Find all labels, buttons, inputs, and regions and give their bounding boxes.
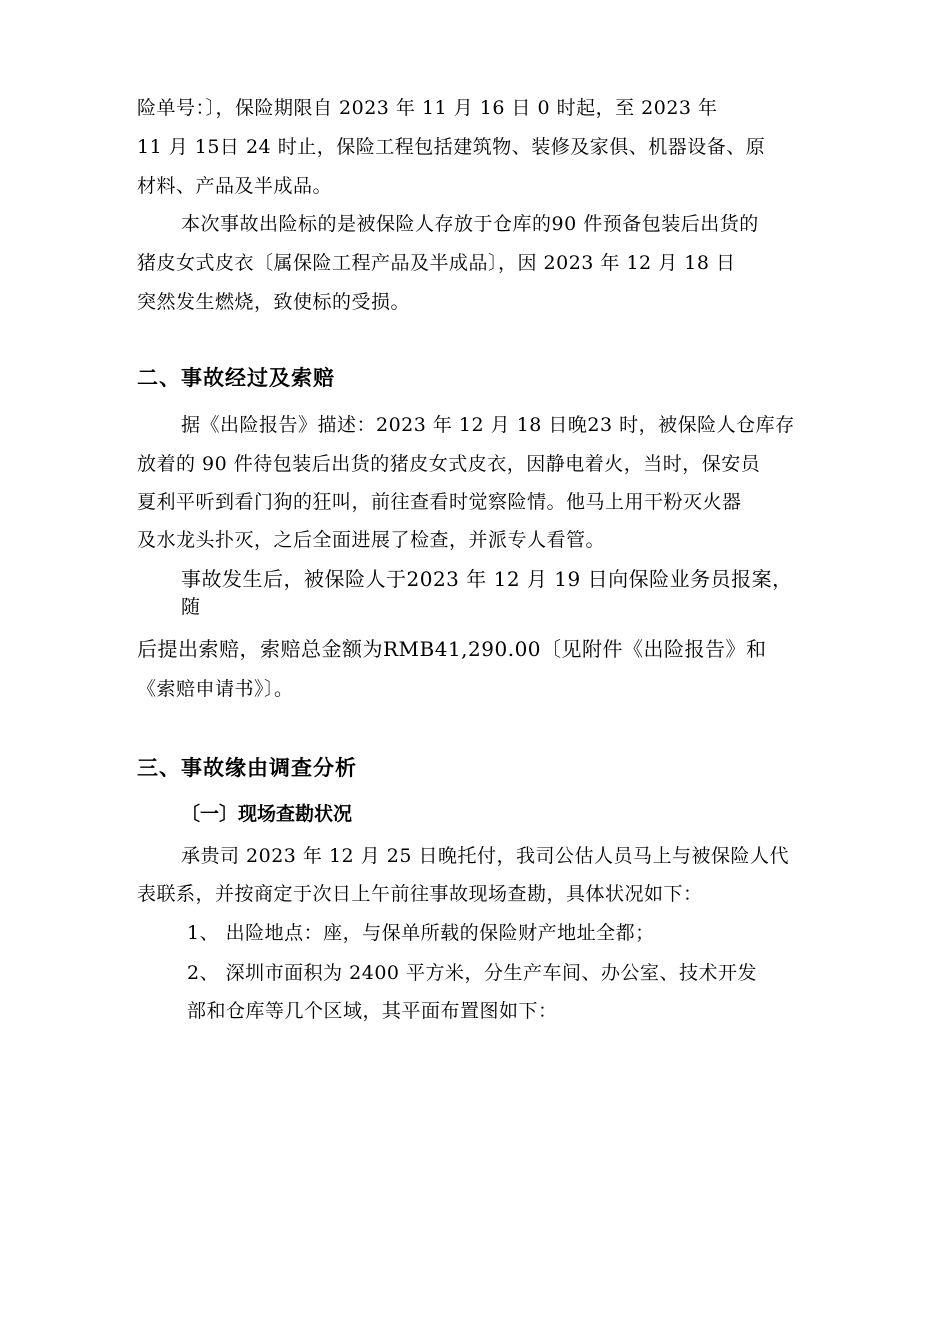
intro-line-4: 本次事故出险标的是被保险人存放于仓库的90 件预备包装后出货的 [181, 213, 759, 235]
section2-line-1: 据《出险报告》描述：2023 年 12 月 18 日晚23 时，被保险人仓库存 [181, 414, 795, 436]
section3-list-item-1: 1、 出险地点：座，与保单所载的保险财产地址全都； [187, 922, 655, 944]
section3-heading: 三、事故缘由调查分析 [137, 756, 357, 780]
intro-line-6: 突然发生燃烧，致使标的受损。 [137, 291, 411, 313]
section2-line-3: 夏利平听到看门狗的狂叫，前往查看时觉察险情。他马上用干粉灭火器 [137, 491, 742, 513]
section2-line-5: 事故发生后，被保险人于2023 年 12 月 19 日向保险业务员报案， [181, 567, 793, 591]
section3-list-item-2: 2、 深圳市面积为 2400 平方米，分生产车间、办公室、技术开发 [187, 962, 758, 984]
section3-line-1: 承贵司 2023 年 12 月 25 日晚托付，我司公估人员马上与被保险人代 [181, 845, 789, 867]
section2-line-2: 放着的 90 件待包装后出货的猪皮女式皮衣，因静电着火，当时，保安员 [137, 453, 761, 475]
intro-line-3: 材料、产品及半成品。 [137, 175, 333, 197]
section2-line-7: 后提出索赔，索赔总金额为RMB41,290.00〔见附件《出险报告》和 [137, 637, 767, 661]
section3-subheading: 〔一〕现场查勘状况 [181, 803, 353, 825]
intro-line-2: 11 月 15日 24 时止，保险工程包括建筑物、装修及家俱、机器设备、原 [137, 136, 766, 158]
section2-line-6: 随 [181, 596, 201, 618]
section2-line-4: 及水龙头扑灭，之后全面进展了检查，并派专人看管。 [137, 529, 606, 551]
section3-list-item-2-cont: 部和仓库等几个区域，其平面布置图如下： [187, 1000, 558, 1022]
intro-line-5: 猪皮女式皮衣〔属保险工程产品及半成品〕，因 2023 年 12 月 18 日 [137, 252, 736, 274]
section3-line-2: 表联系，并按商定于次日上午前往事故现场查勘，具体状况如下： [137, 883, 703, 905]
intro-line-1: 险单号：〕，保险期限自 2023 年 11 月 16 日 0 时起，至 2023 年 [137, 97, 718, 119]
section2-line-8: 《索赔申请书》〕。 [137, 678, 294, 700]
section2-heading: 二、事故经过及索赔 [137, 366, 335, 390]
